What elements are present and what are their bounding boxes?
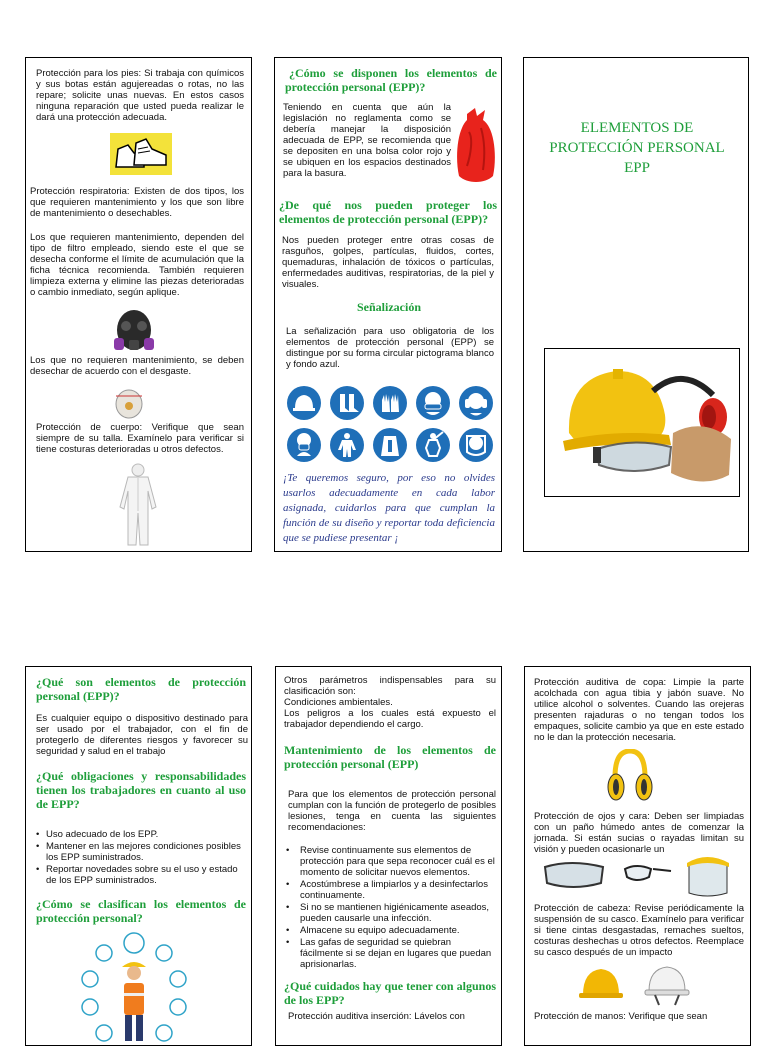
cover-image-frame <box>544 348 740 497</box>
cover-title: ELEMENTOS DE PROTECCIÓN PERSONAL EPP <box>549 120 725 176</box>
list-item: • Uso adecuado de los EPP. <box>36 829 248 840</box>
protection-text: Nos pueden proteger entre otras cosas de rasguños, golpes, partículas, fluidos, cortes, quemaduras, inhalación de tóxicos o partículas, enfermedades auditivas, respiratorias, de la piel y visuales. <box>282 235 494 290</box>
panel-cover <box>523 57 749 552</box>
helmet-sign-icon <box>287 386 321 420</box>
panel-maintenance <box>275 666 502 1046</box>
list-item: • Acostúmbrese a limpiarlos y a desinfectarlos continuamente. <box>284 879 496 901</box>
body-protection-text: Protección de cuerpo: Verifique que sean siempre de su talla. Examínelo para verificar si tiene costuras deterioradas u otros defectos. <box>36 422 244 455</box>
boots-image <box>110 133 172 175</box>
apron-sign-icon <box>373 428 407 462</box>
eye-face-care-text: Protección de ojos y cara: Deben ser limpiadas con un paño húmedo antes de comenzar la jornada. Si están sucias o rayadas limitan su visión y pueden ocasionarle un <box>534 811 744 855</box>
closing-message: ¡Te queremos seguro, por eso no olvides usarlos adecuadamente en cada labor asignada, cuidarlos para que cumplan la función de su diseño y reportar toda deficiencia que se pudiese presentar ¡ <box>283 472 495 544</box>
ppe-infographic-image <box>74 931 194 1046</box>
earmuffs-image <box>607 749 653 805</box>
what-is-ppe-text: Es cualquier equipo o dispositivo destinado para ser usado por el trabajador, con el fin de protegerlo de diferentes riesgos y favorecer su seguridad y salud en el trabajo <box>36 713 248 757</box>
respiratory-protection-text: Protección respiratoria: Existen de dos tipos, los que requieren mantenimiento y los que son libre de mantenimiento o desechables. <box>30 186 244 219</box>
eyewear-image <box>541 853 737 899</box>
protection-heading: ¿De qué nos pueden proteger los elementos de protección personal (EPP)? <box>279 198 497 226</box>
coverall-image <box>118 463 158 547</box>
job-hazards-text: Los peligros a los cuales está expuesto el trabajador dependiendo el cargo. <box>284 708 496 730</box>
no-maintenance-text: Los que no requieren mantenimiento, se deben desechar de acuerdo con el desgaste. <box>30 355 244 377</box>
boots-sign-icon <box>330 386 364 420</box>
care-heading: ¿Qué cuidados hay que tener con algunos de los EPP? <box>284 979 496 1007</box>
harness-sign-icon <box>416 428 450 462</box>
environmental-conditions-text: Condiciones ambientales. <box>284 697 393 708</box>
ear-protection-sign-icon <box>459 386 493 420</box>
list-item: • Las gafas de seguridad se quiebran fácilmente si se dejan en lugares que puedan aprisionarlas. <box>284 937 496 970</box>
helmets-image <box>575 963 695 1007</box>
obligations-list <box>36 829 248 887</box>
obligations-heading: ¿Qué obligaciones y responsabilidades tienen los trabajadores en cuanto al uso de EPP? <box>36 769 246 811</box>
what-is-ppe-heading: ¿Qué son elementos de protección personal (EPP)? <box>36 675 246 703</box>
respirator-maintenance-text: Los que requieren mantenimiento, dependen del tipo de filtro empleado, siendo este el que se desecha conforme el límite de acumulación que la ficha técnica recomienda. También requieren limpieza externa y elimine las piezas deterioradas o cambio inmediato, según aplique. <box>30 232 244 298</box>
head-protection-text: Protección de cabeza: Revise periódicamente la suspensión de su casco. Examínelo para verificar si tiene cintas desgastadas, remaches sueltos, costuras deshechas u otros defectos. Reemplace su casco después de un impacto <box>534 903 744 958</box>
disposal-text: Teniendo en cuenta que aún la legislación no reglamenta como se debería manejar la disposición adecuada de EPP, se recomienda que se depositen en una bolsa color rojo y se ubiquen en los espacios destinados para la basura. <box>283 102 451 179</box>
mask-sign-icon <box>287 428 321 462</box>
ear-muff-care-text: Protección auditiva de copa: Limpie la parte acolchada con agua tibia y jabón suave. No utilice alcohol o solventes. Cuando las orejeras presenten rajaduras o no tengan todos los empaques, solicite cambio ya que en este estado no le dan la protección necesaria. <box>534 677 744 743</box>
goggles-sign-icon <box>416 386 450 420</box>
signage-heading: Señalización <box>356 300 421 314</box>
list-item: • Almacene su equipo adecuadamente. <box>284 925 496 936</box>
coverall-sign-icon <box>330 428 364 462</box>
other-parameters-text: Otros parámetros indispensables para su clasificación son: <box>284 675 496 697</box>
signage-text: La señalización para uso obligatoria de los elementos de protección personal (EPP) se distingue por su forma circular pictograma blanco y fondo azul. <box>286 326 494 370</box>
list-item: • Reportar novedades sobre su el uso y estado de los EPP suministrados. <box>36 864 248 886</box>
ear-insert-text: Protección auditiva inserción: Lávelos con <box>288 1011 465 1022</box>
feet-protection-text: Protección para los pies: Si trabaja con químicos y sus botas están agujereadas o rotas, no las repare; solicite unas nuevas. En estos casos ninguna reparación que usted pueda realizar le dará una protección adecuada. <box>36 68 244 123</box>
list-item: • Revise continuamente sus elementos de protección para que sepa reconocer cuál es el momento de solicitar nuevos elementos. <box>284 845 496 878</box>
list-item: • Si no se mantienen higiénicamente aseados, pueden causarle una infección. <box>284 902 496 924</box>
gloves-sign-icon <box>373 386 407 420</box>
list-item: • Mantener en las mejores condiciones posibles los EPP suministrados. <box>36 841 248 863</box>
red-bag-image <box>455 108 497 184</box>
hand-protection-text: Protección de manos: Verifique que sean <box>534 1011 708 1022</box>
safety-gear-image <box>553 355 733 489</box>
maintenance-heading: Mantenimiento de los elementos de protección personal (EPP) <box>284 743 496 771</box>
dust-mask-image <box>112 386 146 420</box>
face-shield-sign-icon <box>459 428 493 462</box>
maintenance-list <box>284 845 496 971</box>
panel-ppe-disposal-signage <box>274 57 502 552</box>
panel-care-instructions <box>524 666 751 1046</box>
panel-ppe-feet-respiratory <box>25 57 252 552</box>
classification-heading: ¿Cómo se clasifican los elementos de protección personal? <box>36 897 246 925</box>
maintenance-intro-text: Para que los elementos de protección personal cumplan con la función de protegerlo de posibles lesiones, tenga en cuenta las siguientes recomendaciones: <box>288 789 496 833</box>
disposal-heading: ¿Cómo se disponen los elementos de protección personal (EPP)? <box>285 66 497 94</box>
gas-mask-image <box>110 308 158 354</box>
panel-what-is-ppe <box>25 666 252 1046</box>
